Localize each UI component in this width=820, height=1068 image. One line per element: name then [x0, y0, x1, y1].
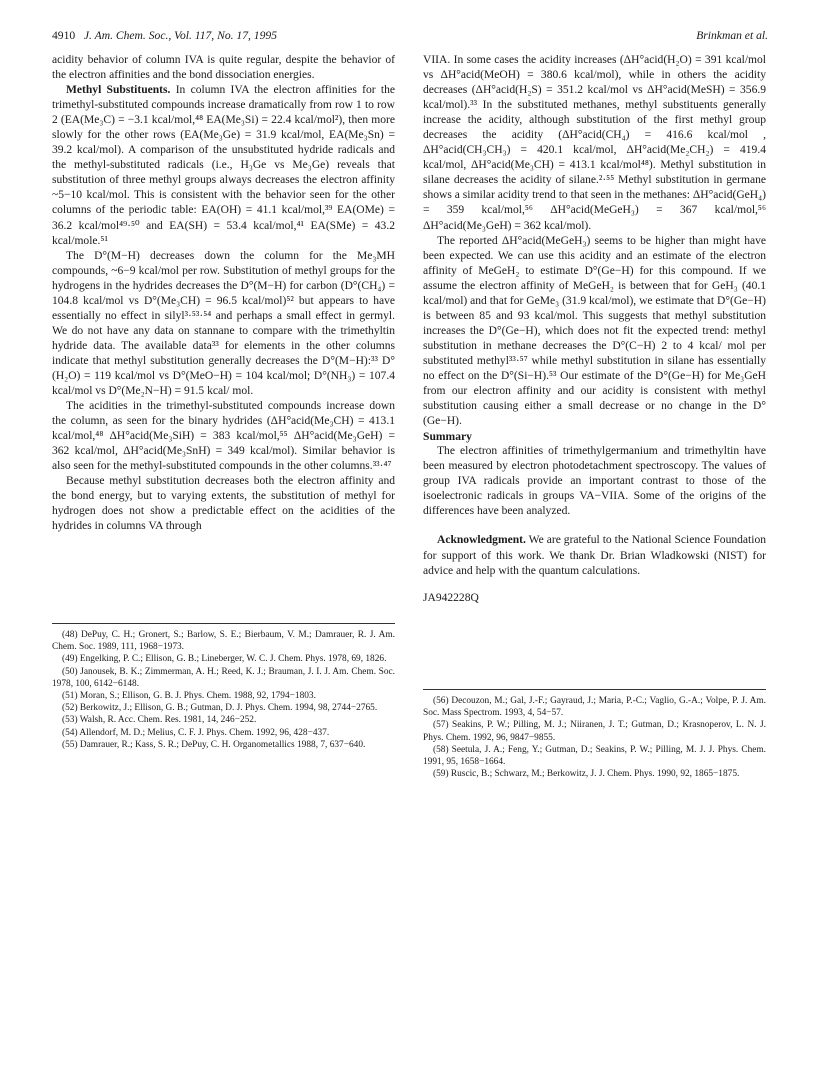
reference-54: (54) Allendorf, M. D.; Melius, C. F. J. Phys. Chem. 1992, 96, 428−437. — [62, 727, 330, 738]
methyl-substituents-heading: Methyl Substituents. — [66, 84, 171, 97]
manuscript-code: JA942228Q — [423, 591, 479, 604]
reference-50: (50) Janousek, B. K.; Zimmerman, A. H.; Reed, K. J.; Brauman, J. I. J. Am. Chem. Soc. 1978, 100, 6142−6148. — [52, 666, 395, 689]
reference-55: (55) Damrauer, R.; Kass, S. R.; DePuy, C. H. Organometallics 1988, 7, 637−640. — [62, 739, 366, 750]
references-left — [52, 623, 395, 751]
left-column — [52, 53, 395, 535]
left-paragraph-4: The acidities in the trimethyl-substituted compounds increase down the column, as seen for the binary hydrides (ΔH°acid(Me₃CH) = 413.1 kcal/mol,⁴⁸ ΔH°acid(Me₃SiH) = 383 kcal/mol,⁵⁵ ΔH°acid(Me₃GeH) = 362 kcal/mol, ΔH°acid(Me₃SnH) = 349 kcal/mol). Similar behavior is also seen for the methyl-substituted compounds in the other columns.³³·⁴⁷ — [52, 400, 395, 473]
header-authors: Brinkman et al. — [696, 29, 768, 42]
reference-57: (57) Seakins, P. W.; Pilling, M. J.; Niiranen, J. T.; Gutman, D.; Krasnoperov, L. N. J. Phys. Chem. 1992, 96, 9847−9855. — [423, 720, 766, 743]
reference-56: (56) Decouzon, M.; Gal, J.-F.; Gayraud, J.; Maria, P.-C.; Vaglio, G.-A.; Volpe, P. J. Am. Soc. Mass Spectrom. 1993, 4, 54−57. — [423, 696, 766, 719]
acknowledgment-paragraph — [423, 533, 766, 578]
running-header — [52, 28, 768, 44]
right-paragraph-2: The reported ΔH°acid(MeGeH₃) seems to be higher than might have been expected. We can use this acidity and an estimate of the electron affinity of MeGeH₂ to estimate D°(Ge−H) for this compound. If we assume the electron affinity of MeGeH₂ is between that for GeH₃ (40.1 kcal/mol) and that for GeMe₃ (31.9 kcal/mol), we estimate that D°(Ge−H) is between 85 and 93 kcal/mol. This suggests that methyl substitution increases the D°(Ge−H), which does not fit the expected trend: methyl substitution in methane decreases the D°(C−H) 2 to 4 kcal/ mol per substituted methyl³³·⁵⁷ while methyl substitution in silane has essentially no effect on the D°(Si−H).⁵³ Our estimate of the D°(Ge−H) for Me₃GeH from our electron affinity and our acidity is consistent with methyl substitution causing either a small decrease or no change in the D°(Ge−H). — [423, 234, 766, 428]
right-paragraph-1: VIIA. In some cases the acidity increases (ΔH°acid(H₂O) = 391 kcal/mol vs ΔH°acid(MeOH) = 380.6 kcal/mol), while in others the acidity decreases (ΔH°acid(H₂S) = 351.2 kcal/mol vs ΔH°acid(MeSH) = 356.9 kcal/mol).³³ In the substituted methanes, methyl substituents generally increase the acidity, although substitution of the first methyl group decreases the acidity (ΔH°acid(CH₄) = 416.6 kcal/mol , ΔH°acid(CH₃CH₃) = 420.1 kcal/mol, ΔH°acid(Me₂CH₂) = 419.4 kcal/mol, ΔH°acid(Me₃CH) = 413.1 kcal/mol⁴⁸). Methyl substitution in silane decreases the acidity of silane.²·⁵⁵ Methyl substitution in germane shows a similar acidity trend to that seen in the methanes: ΔH°acid(GeH₄) = 359 kcal/mol,⁵⁶ ΔH°acid(MeGeH₃) = 367 kcal/mol,⁵⁶ ΔH°acid(Me₃GeH) = 362 kcal/mol). — [423, 54, 766, 232]
reference-53: (53) Walsh, R. Acc. Chem. Res. 1981, 14, 246−252. — [62, 715, 257, 726]
acknowledgment-heading: Acknowledgment. — [437, 534, 526, 547]
reference-51: (51) Moran, S.; Ellison, G. B. J. Phys. Chem. 1988, 92, 1794−1803. — [62, 691, 316, 702]
left-paragraph-5: Because methyl substitution decreases both the electron affinity and the bond energy, but to varying extents, the substitution of methyl for hydrogen does not show a predictable effect on the acidities of the hydrides in columns VA through — [52, 475, 395, 533]
references-right — [423, 689, 766, 780]
reference-52: (52) Berkowitz, J.; Ellison, G. B.; Gutman, D. J. Phys. Chem. 1994, 98, 2744−2765. — [62, 703, 378, 714]
left-paragraph-1: acidity behavior of column IVA is quite regular, despite the behavior of the electron affinities and the bond dissociation energies. — [52, 54, 395, 82]
references-divider — [52, 623, 395, 624]
summary-heading: Summary — [423, 430, 472, 444]
methyl-substituents-text: In column IVA the electron affinities for the trimethyl-substituted compounds increase dramatically from row 1 to row 2 (EA(Me₃C) = −3.1 kcal/mol,⁴⁸ EA(Me₃Si) = 22.4 kcal/mol²), then more slowly for the other rows (EA(Me₃Ge) = 31.9 kcal/mol, EA(Me₃Sn) = 39.2 kcal/mol). A comparison of the unsubstituted hydride radicals and the methyl-substituted radicals (i.e., H₃Ge vs Me₃Ge) reveals that substitution of three methyl groups always decreases the electron affinity ~5−10 kcal/mol. This is consistent with the behavior seen for the other columns of the periodic table: EA(OH) = 41.1 kcal/mol,³⁹ EA(OMe) = 36.2 kcal/mol⁴⁹·⁵⁰ and EA(SH) = 53.4 kcal/mol,⁴¹ EA(SMe) = 43.2 kcal/mole.⁵¹ — [52, 84, 395, 247]
reference-59: (59) Ruscic, B.; Schwarz, M.; Berkowitz, J. J. Chem. Phys. 1990, 92, 1865−1875. — [433, 769, 740, 780]
acknowledgment-text: We are grateful to the National Science Foundation for support of this work. We thank Dr. Brian Wladkowski (NIST) for advice and help with the quantum calculations. — [423, 534, 766, 577]
reference-58: (58) Seetula, J. A.; Feng, Y.; Gutman, D.; Seakins, P. W.; Pilling, M. J. J. Phys. Chem. 1991, 95, 1658−1664. — [423, 744, 766, 768]
header-left — [52, 28, 277, 44]
right-column — [423, 53, 766, 606]
journal-citation: J. Am. Chem. Soc., Vol. 117, No. 17, 1995 — [83, 29, 277, 42]
reference-49: (49) Engelking, P. C.; Ellison, G. B.; Lineberger, W. C. J. Chem. Phys. 1978, 69, 1826. — [62, 654, 387, 665]
reference-48: (48) DePuy, C. H.; Gronert, S.; Barlow, S. E.; Bierbaum, V. M.; Damrauer, R. J. Am. Chem. Soc. 1989, 111, 1968−1973. — [52, 630, 395, 653]
page-number: 4910 — [52, 29, 76, 42]
summary-paragraph: The electron affinities of trimethylgermanium and trimethyltin have been measured by electron photodetachment spectroscopy. The values of group IVA radicals provide an important contrast to those of the isoelectronic radicals in groups VA−VIIA. Some of the origins of the differences have been analyzed. — [423, 445, 766, 518]
methyl-substituents-paragraph — [52, 83, 395, 249]
references-divider-right — [423, 689, 766, 690]
left-paragraph-3: The D°(M−H) decreases down the column for the Me₃MH compounds, ~6−9 kcal/mol per row. Substitution of methyl groups for the hydrogens in the hydrides decreases the D°(M−H) for carbon (D°(CH₄) = 104.8 kcal/mol vs D°(Me₃CH) = 96.5 kcal/mol)⁵² but appears to have essentially no effect in silyl³·⁵³·⁵⁴ and perhaps a small effect in germyl. We do not have any data on stannane to compare with the trimethyltin hydride data. The available data³³ for elements in the other columns indicate that methyl substitution generally decreases the D°(M−H):³³ D°(H₂O) = 119 kcal/mol vs D°(MeO−H) = 104 kcal/mol; D°(NH₃) = 107.4 kcal/mol vs D°(Me₂N−H) = 91.5 kcal/ mol. — [52, 249, 395, 398]
